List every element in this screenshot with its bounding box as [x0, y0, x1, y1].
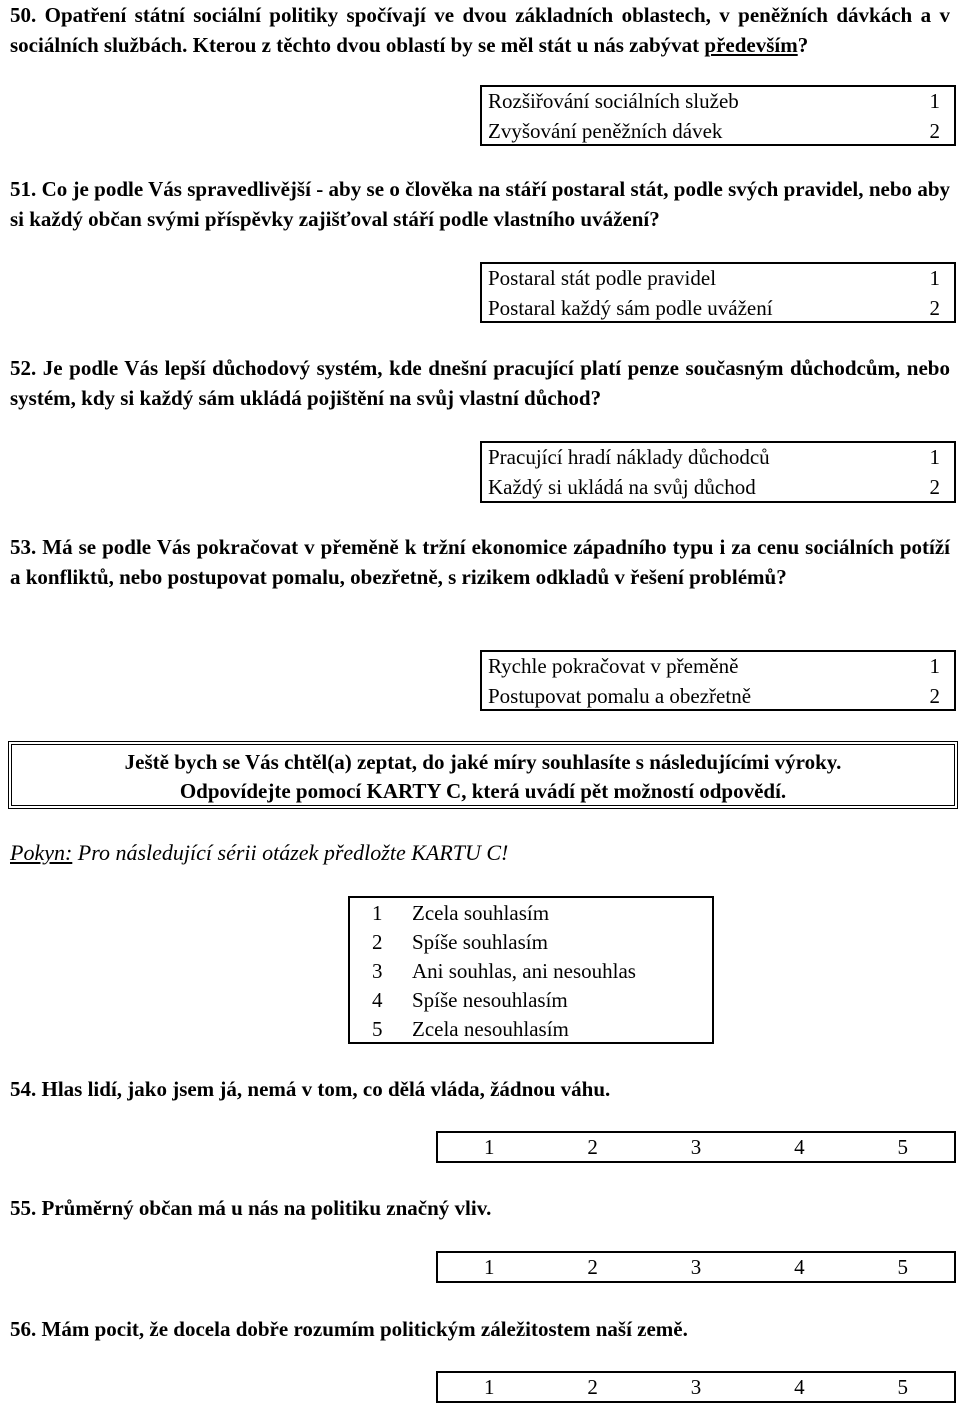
answer-label: Zvyšování peněžních dávek	[488, 118, 723, 143]
answer-option[interactable]	[488, 264, 954, 294]
question-50	[10, 0, 950, 60]
scale-number: 2	[372, 930, 383, 954]
answer-code: 1	[929, 266, 940, 290]
rating-option[interactable]: 1	[484, 1374, 495, 1399]
scale-label: Zcela nesouhlasím	[412, 1017, 569, 1041]
question-55	[10, 1193, 950, 1223]
answer-code: 2	[929, 683, 940, 708]
instruction-notice	[8, 741, 958, 809]
scale-label: Ani souhlas, ani nesouhlas	[412, 959, 636, 983]
answer-option[interactable]	[488, 473, 954, 503]
question-50-end: ?	[797, 33, 809, 57]
question-53-text: 53. Má se podle Vás pokračovat v přeměně k tržní ekonomice západního typu i za cenu sociálních potíží a konfliktů, nebo postupovat pomalu, obezřetně, s rizikem odkladů v řešení problémů?	[10, 535, 950, 589]
answer-option[interactable]	[488, 682, 954, 712]
rating-option[interactable]: 3	[690, 1134, 702, 1159]
question-50-emphasis: především	[704, 33, 798, 57]
answer-option[interactable]	[488, 117, 954, 147]
rating-option[interactable]: 3	[690, 1254, 702, 1279]
scale-item	[350, 1015, 712, 1044]
notice-line-1: Ještě bych se Vás chtěl(a) zeptat, do jaké míry souhlasíte s následujícími výroky.	[124, 750, 842, 774]
answer-code: 1	[929, 89, 940, 113]
answer-code: 2	[929, 295, 940, 320]
scale-label: Zcela souhlasím	[412, 901, 550, 925]
answer-label: Postaral každý sám podle uvážení	[488, 295, 773, 320]
scale-label: Spíše souhlasím	[412, 930, 548, 954]
question-52-text: 52. Je podle Vás lepší důchodový systém, kde dnešní pracující platí penze současným důchodcům, nebo systém, kdy si každý sám ukládá pojištění na svůj vlastní důchod?	[10, 356, 950, 410]
scale-number: 3	[372, 959, 383, 983]
scale-number: 1	[372, 901, 383, 925]
question-54-text: 54. Hlas lidí, jako jsem já, nemá v tom, co dělá vláda, žádnou váhu.	[10, 1077, 611, 1101]
question-53	[10, 532, 950, 592]
rating-scale-56	[436, 1371, 956, 1403]
answer-code: 1	[929, 445, 940, 469]
rating-option[interactable]: 4	[794, 1254, 805, 1279]
rating-option[interactable]: 5	[897, 1254, 908, 1279]
answer-option[interactable]	[488, 652, 954, 682]
answer-label: Postaral stát podle pravidel	[488, 266, 717, 290]
rating-option[interactable]: 2	[587, 1374, 598, 1399]
notice-line-2: Odpovídejte pomocí KARTY C, která uvádí pět možností odpovědí.	[179, 779, 787, 803]
card-c-scale	[348, 896, 714, 1044]
answer-label: Pracující hradí náklady důchodců	[488, 445, 770, 469]
question-50-text: 50. Opatření státní sociální politiky spočívají ve dvou základních oblastech, v peněžních dávkách a v sociálních službách. Kterou z těchto dvou oblastí by se měl stát u nás zabývat	[10, 3, 950, 57]
scale-item	[350, 957, 712, 986]
scale-label: Spíše nesouhlasím	[412, 988, 568, 1012]
answer-box-51	[480, 262, 956, 323]
answer-box-52	[480, 441, 956, 503]
answer-option[interactable]	[488, 443, 954, 473]
rating-option[interactable]: 5	[897, 1374, 908, 1399]
question-56	[10, 1314, 950, 1344]
answer-label: Rychle pokračovat v přeměně	[488, 654, 739, 678]
answer-code: 2	[929, 474, 940, 499]
rating-option[interactable]: 5	[897, 1134, 908, 1159]
question-51-text: 51. Co je podle Vás spravedlivější - aby se o člověka na stáří postaral stát, podle svých pravidel, nebo aby si každý občan svými příspěvky zajišťoval stáří podle vlastního uvážení?	[10, 177, 950, 231]
answer-option[interactable]	[488, 87, 954, 117]
scale-number: 4	[372, 988, 383, 1012]
rating-option[interactable]: 1	[484, 1134, 495, 1159]
question-52	[10, 353, 950, 413]
scale-item	[350, 986, 712, 1015]
rating-option[interactable]: 1	[484, 1254, 495, 1279]
answer-label: Postupovat pomalu a obezřetně	[488, 683, 752, 708]
rating-scale-54	[436, 1131, 956, 1163]
scale-number: 5	[372, 1017, 383, 1041]
answer-box-53	[480, 650, 956, 711]
question-56-text: 56. Mám pocit, že docela dobře rozumím politickým záležitostem naší země.	[10, 1317, 688, 1341]
answer-label: Každý si ukládá na svůj důchod	[488, 474, 756, 499]
instruction-text: Pro následující sérii otázek předložte KARTU C!	[72, 840, 509, 865]
rating-option[interactable]: 3	[690, 1374, 702, 1399]
rating-option[interactable]: 2	[587, 1254, 598, 1279]
scale-item	[350, 899, 712, 928]
question-54	[10, 1074, 950, 1104]
interviewer-instruction	[10, 838, 508, 868]
rating-option[interactable]: 4	[794, 1374, 805, 1399]
instruction-label: Pokyn:	[10, 840, 73, 865]
question-55-text: 55. Průměrný občan má u nás na politiku značný vliv.	[10, 1196, 492, 1220]
rating-scale-55	[436, 1251, 956, 1283]
rating-option[interactable]: 4	[794, 1134, 805, 1159]
answer-code: 1	[929, 654, 940, 678]
answer-option[interactable]	[488, 294, 954, 324]
scale-item	[350, 928, 712, 957]
answer-label: Rozšiřování sociálních služeb	[488, 89, 739, 113]
rating-option[interactable]: 2	[587, 1134, 598, 1159]
question-51	[10, 174, 950, 234]
answer-code: 2	[929, 118, 940, 143]
answer-box-50	[480, 85, 956, 146]
